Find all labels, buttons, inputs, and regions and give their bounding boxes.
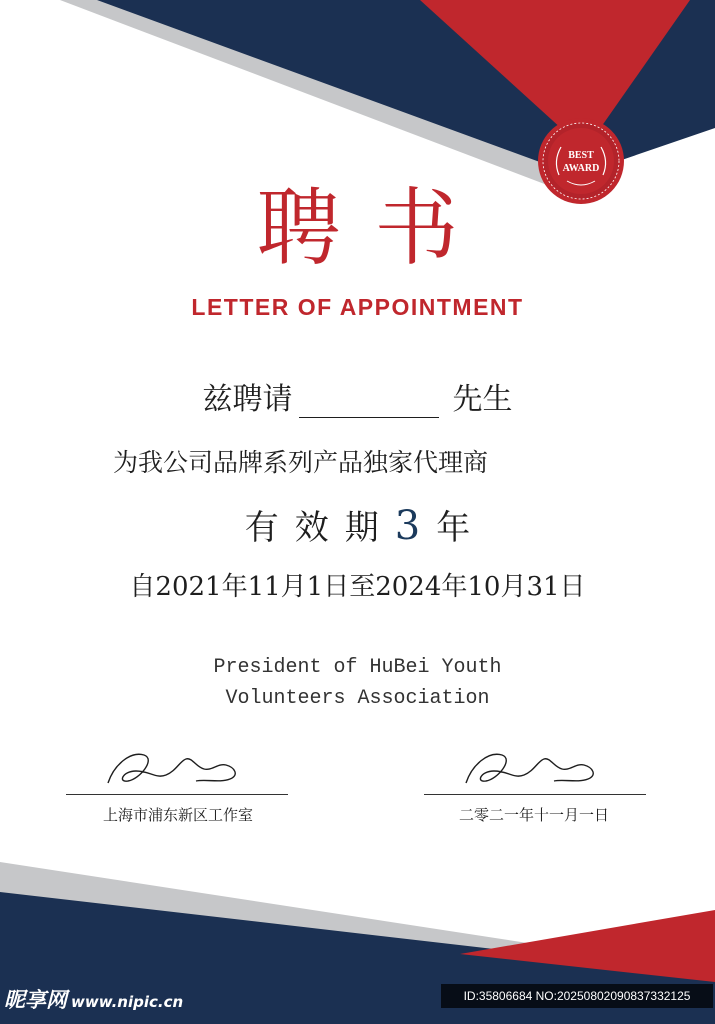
term-unit: 年 [436, 508, 471, 548]
seal-line2: AWARD [562, 163, 600, 174]
watermark-url: www.nipic.cn [71, 993, 184, 1011]
left-signature-line [66, 794, 288, 795]
right-signature-icon [458, 745, 618, 790]
invite-line [0, 374, 715, 418]
left-signature-icon [100, 745, 260, 790]
term-line [0, 500, 715, 549]
watermark-id: ID:35806684 NO:20250802090837332125 [441, 984, 713, 1008]
president-line2: Volunteers Association [225, 687, 490, 710]
left-signature-caption: 上海市浦东新区工作室 [102, 806, 253, 824]
right-signature-caption: 二零二一年十一月一日 [458, 806, 609, 824]
invite-suffix: 先生 [452, 382, 513, 417]
watermark-logo-text: 昵享网 [4, 988, 67, 1012]
role-text: 为我公司品牌系列产品独家代理商 [113, 448, 489, 477]
right-signature-line [424, 794, 646, 795]
term-word-1: 有 [244, 508, 279, 548]
title-chinese: 聘书 [256, 179, 493, 277]
name-blank [299, 387, 439, 418]
term-word-3: 期 [344, 508, 379, 548]
term-word-2: 效 [294, 508, 329, 548]
title-english: LETTER OF APPOINTMENT [191, 294, 524, 320]
watermark-logo [4, 984, 183, 1014]
period-text: 自2021年11月1日至2024年10月31日 [129, 572, 586, 602]
president-line1: President of HuBei Youth [213, 656, 502, 679]
seal-line1: BEST [568, 150, 594, 161]
president-title [0, 652, 715, 714]
invite-prefix: 兹聘请 [202, 382, 293, 417]
term-years: 3 [394, 503, 421, 549]
